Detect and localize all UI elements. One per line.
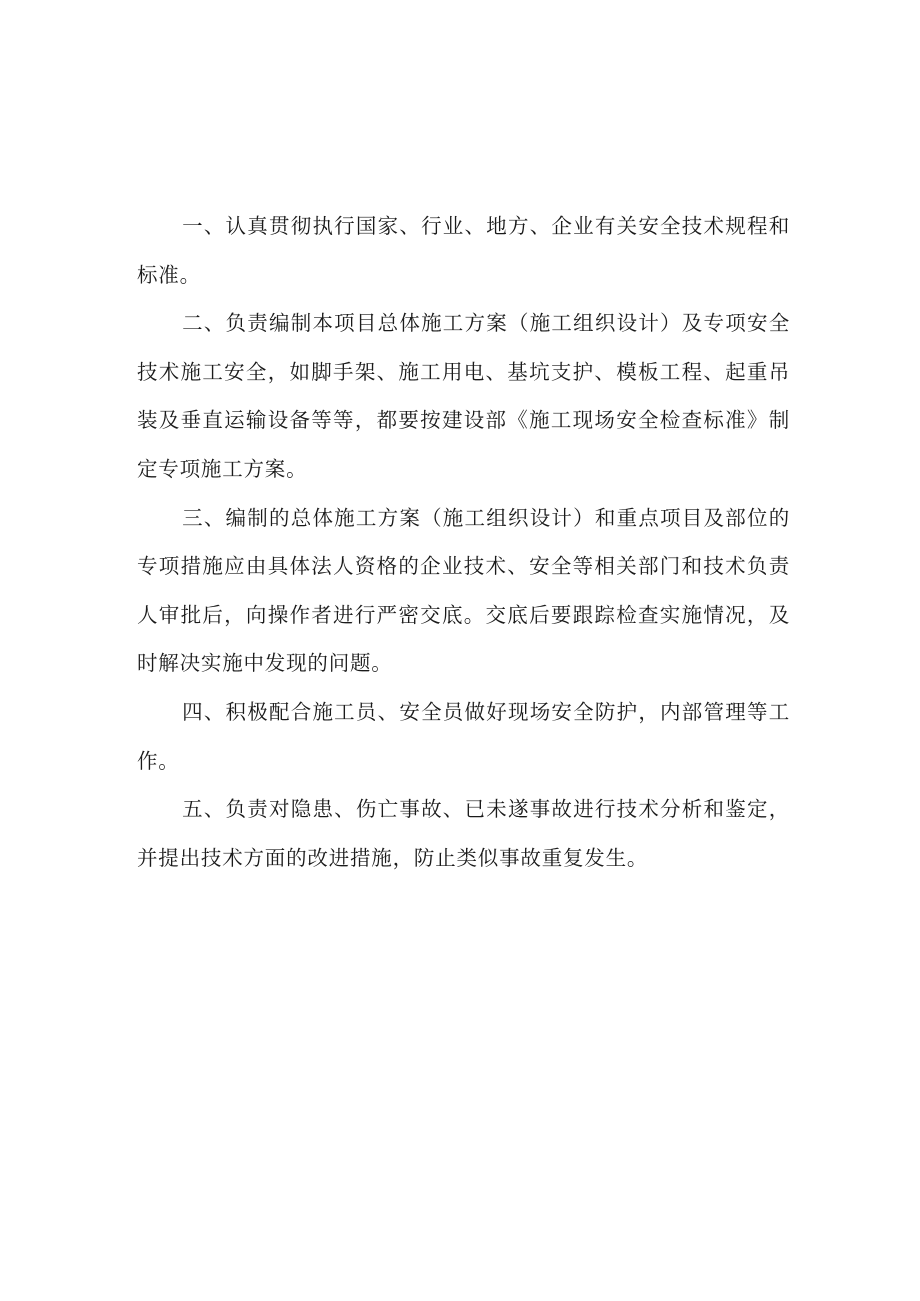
paragraph-2: 二、负责编制本项目总体施工方案（施工组织设计）及专项安全技术施工安全，如脚手架、施工用电、基坑支护、模板工程、起重吊装及垂直运输设备等等，都要按建设部《施工现场安全检查标准》制定专项施工方案。 <box>137 311 790 481</box>
paragraph-4: 四、积极配合施工员、安全员做好现场安全防护，内部管理等工作。 <box>137 699 790 773</box>
document-body <box>137 202 790 882</box>
paragraph-3: 三、编制的总体施工方案（施工组织设计）和重点项目及部位的专项措施应由具体法人资格的企业技术、安全等相关部门和技术负责人审批后，向操作者进行严密交底。交底后要跟踪检查实施情况，及时解决实施中发现的问题。 <box>137 505 790 676</box>
paragraph-5: 五、负责对隐患、伤亡事故、已未遂事故进行技术分析和鉴定，并提出技术方面的改进措施，防止类似事故重复发生。 <box>137 797 790 870</box>
paragraph-1: 一、认真贯彻执行国家、行业、地方、企业有关安全技术规程和标准。 <box>137 214 790 287</box>
